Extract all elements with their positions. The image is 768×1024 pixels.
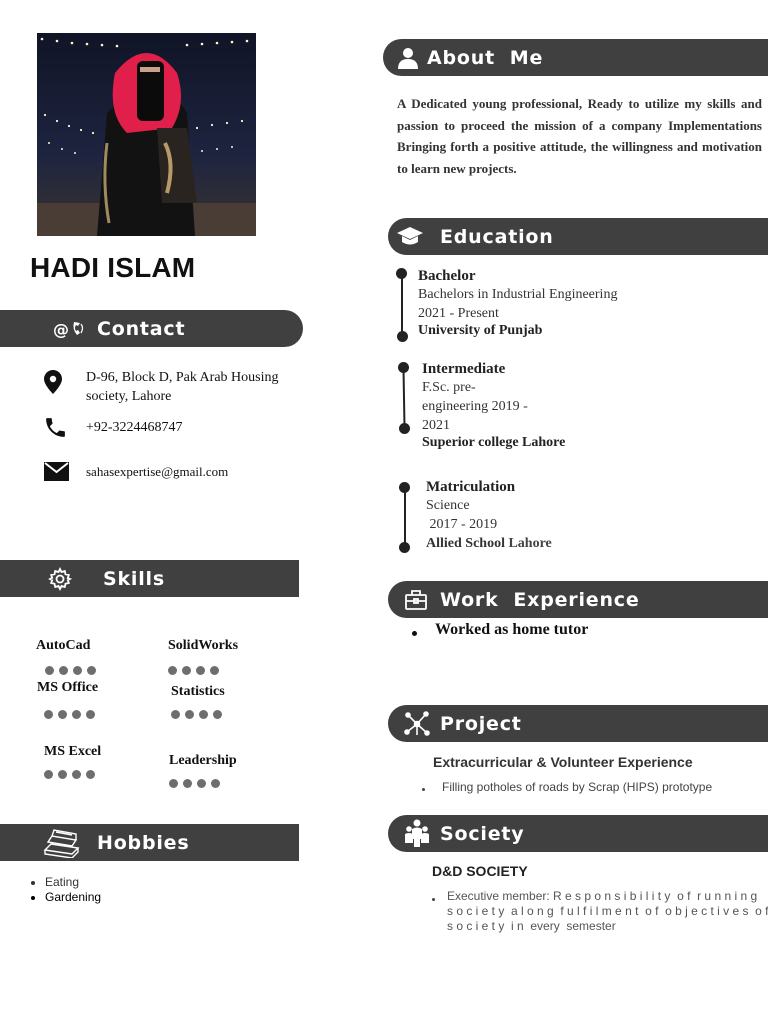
about-text: A Dedicated young professional, Ready to utilize my skills and passion to proceed the mission of a company Implementations Bringing forth a positive attitude, the willingness and motivation to learn new projects. xyxy=(397,96,762,176)
about-section-header xyxy=(383,39,768,76)
education-section-header xyxy=(388,218,768,255)
work-section-header xyxy=(388,581,768,618)
skill-name: Statistics xyxy=(171,684,225,699)
timeline-dot xyxy=(399,542,410,553)
project-bullet xyxy=(422,788,425,791)
skill-dot xyxy=(58,710,67,719)
skill-level-dots xyxy=(44,770,95,779)
gear-icon xyxy=(47,567,73,591)
skill-level-dots xyxy=(169,779,220,788)
skill-dot xyxy=(185,710,194,719)
contact-icon xyxy=(52,318,86,340)
education-title: Education xyxy=(440,225,554,248)
skill-dot xyxy=(72,770,81,779)
skill-dot xyxy=(45,666,54,675)
skill-dot xyxy=(59,666,68,675)
project-item: Filling potholes of roads by Scrap (HIPS) prototype xyxy=(442,780,713,794)
timeline-line xyxy=(401,274,403,334)
group-icon xyxy=(404,819,430,849)
work-item: Worked as home tutor xyxy=(435,621,589,638)
skill-dot xyxy=(169,779,178,788)
education-entry: Intermediate F.Sc. pre- engineering 2019 - 2021 Superior college Lahore xyxy=(422,361,566,450)
education-entry: Bachelor Bachelors in Industrial Engineering 2021 - Present University of Punjab xyxy=(418,268,618,338)
skill-dot xyxy=(58,770,67,779)
skill-dot xyxy=(199,710,208,719)
skill-dot xyxy=(171,710,180,719)
skill-name: AutoCad xyxy=(36,638,91,653)
skill-dot xyxy=(73,666,82,675)
skill-name: SolidWorks xyxy=(168,638,239,653)
skill-dot xyxy=(196,666,205,675)
timeline-line xyxy=(402,368,405,428)
skill-dot xyxy=(87,666,96,675)
user-icon xyxy=(397,47,419,69)
work-title: Work Experience xyxy=(440,588,640,611)
education-entry: Matriculation Science 2017 - 2019 Allied School Lahore xyxy=(426,479,552,551)
hobbies-list xyxy=(30,875,101,905)
society-heading: D&D SOCIETY xyxy=(432,863,528,879)
timeline-line xyxy=(404,488,406,546)
network-icon xyxy=(404,711,430,737)
skill-dot xyxy=(72,710,81,719)
project-heading: Extracurricular & Volunteer Experience xyxy=(433,754,693,770)
candidate-name: HADI ISLAM xyxy=(30,252,196,283)
skill-name: MS Excel xyxy=(44,744,102,759)
timeline-dot xyxy=(399,423,410,434)
hobby-item: • Gardening xyxy=(45,890,101,905)
project-section-header xyxy=(388,705,768,742)
hobbies-section-header xyxy=(0,824,299,861)
skill-level-dots xyxy=(45,666,96,675)
skill-level-dots xyxy=(44,710,95,719)
skill-dot xyxy=(197,779,206,788)
society-item: Executive member: R e s p o n s i b i l i t y o f r u n n i n g s o c i e t y a l o n g f u l f i l m e n t o f o b j e c t i v e s o f s o c i e t y i n every semester xyxy=(447,889,768,933)
hobby-item: • Eating xyxy=(45,875,101,890)
hobbies-title: Hobbies xyxy=(97,831,190,854)
skill-name: Leadership xyxy=(169,753,237,768)
skill-dot xyxy=(210,666,219,675)
briefcase-icon xyxy=(404,589,428,611)
skill-name: MS Office xyxy=(37,680,99,695)
timeline-dot xyxy=(397,331,408,342)
contact-title: Contact xyxy=(97,317,186,340)
contact-section-header xyxy=(0,310,303,347)
skill-level-dots xyxy=(168,666,219,675)
contact-email: sahasexpertise@gmail.com xyxy=(86,464,229,479)
skill-dot xyxy=(183,779,192,788)
society-section-header xyxy=(388,815,768,852)
skill-dot xyxy=(168,666,177,675)
skills-title: Skills xyxy=(103,567,165,590)
project-title: Project xyxy=(440,712,522,735)
profile-photo-image xyxy=(37,33,256,236)
profile-photo xyxy=(37,33,256,236)
skill-dot xyxy=(44,770,53,779)
skill-level-dots xyxy=(171,710,222,719)
graduation-cap-icon xyxy=(396,226,424,248)
skill-dot xyxy=(86,770,95,779)
society-title: Society xyxy=(440,822,525,845)
phone-icon xyxy=(43,415,68,445)
society-bullet xyxy=(432,898,435,901)
skill-dot xyxy=(213,710,222,719)
skill-dot xyxy=(86,710,95,719)
contact-address: D-96, Block D, Pak Arab Housing society, Lahore xyxy=(86,370,279,404)
about-title: About Me xyxy=(427,46,544,69)
skill-dot xyxy=(44,710,53,719)
books-icon xyxy=(42,828,80,858)
skill-dot xyxy=(182,666,191,675)
skill-dot xyxy=(211,779,220,788)
work-bullet xyxy=(412,631,417,636)
contact-phone: +92-3224468747 xyxy=(86,420,183,435)
svg-text:@: @ xyxy=(53,319,70,339)
email-icon xyxy=(44,462,69,486)
location-icon xyxy=(44,370,62,399)
skills-section-header xyxy=(0,560,299,597)
